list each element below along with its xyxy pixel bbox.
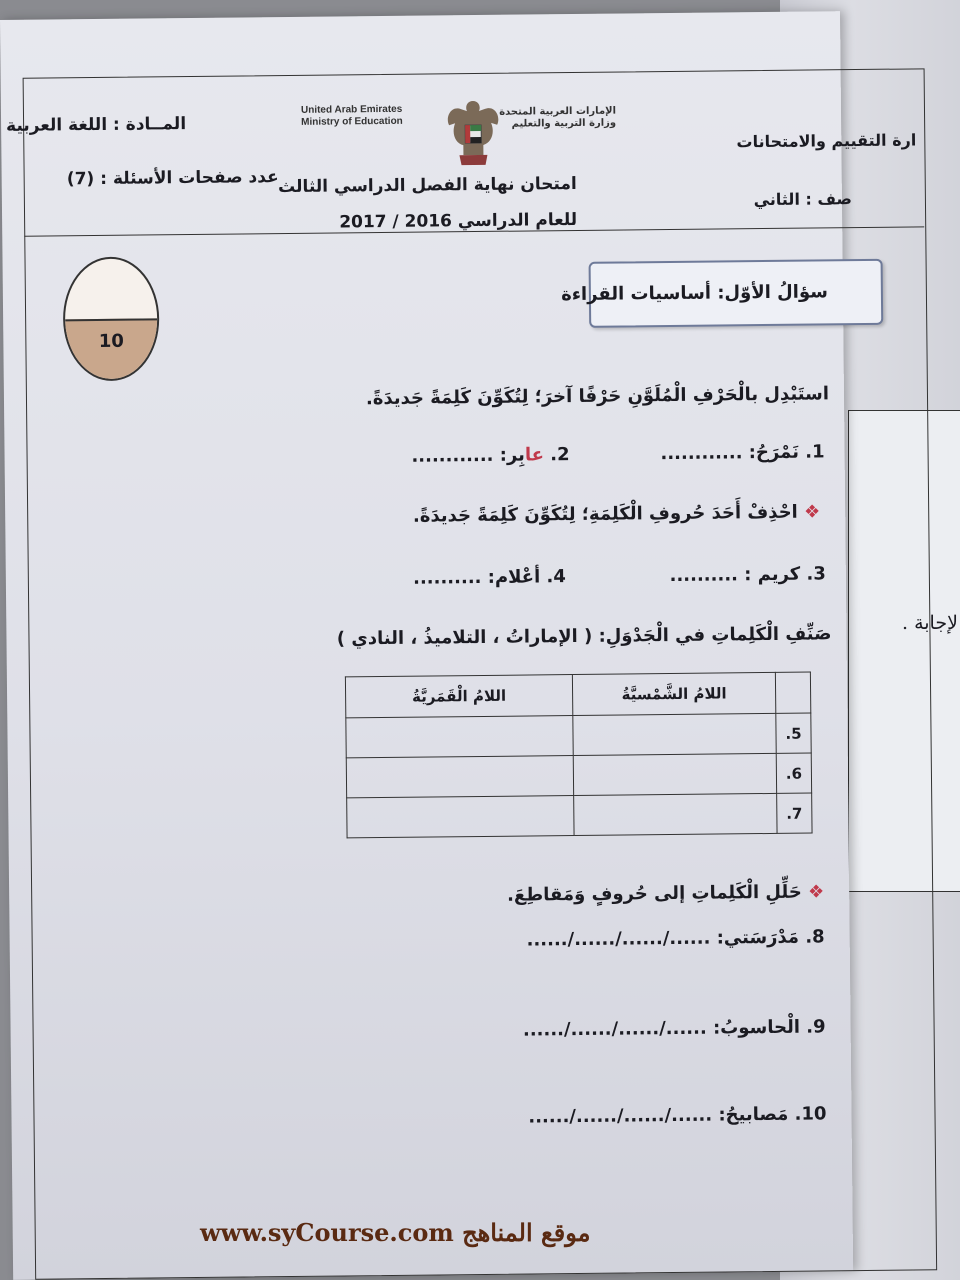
table-header-row xyxy=(345,672,810,718)
instruction-replace-letter: استَبْدِل بالْحَرْفِ الْمُلَوَّنِ حَرْفًا آخرَ؛ لِتُكَوِّنَ كَلِمَةً جَديدَةً. xyxy=(365,383,830,410)
question-9: 9. الْحاسوبُ: ....../....../....../...... xyxy=(522,1016,826,1041)
answer-cell[interactable] xyxy=(573,713,776,755)
row-number: .6 xyxy=(776,753,811,793)
instruction-analyze: ❖ حَلِّلِ الْكَلِماتِ إلى حُروفٍ وَمَقاطِعَ. xyxy=(507,881,825,906)
row-number: .5 xyxy=(776,713,811,753)
bullet-icon: ❖ xyxy=(803,501,821,523)
instruction-delete-letter: ❖ احْذِفْ أَحَدَ حُروفِ الْكَلِمَةِ؛ لِتُكَوِّنَ كَلِمَةً جَديدَةً. xyxy=(412,501,821,527)
table-row xyxy=(347,793,812,838)
grade-label: صف : الثاني xyxy=(753,189,853,210)
site-footer: www.syCourse.com موقع المناهج xyxy=(200,1218,591,1247)
ministry-arabic: الإمارات العربية المتحدة وزارة التربية والتعليم xyxy=(499,105,617,130)
score-oval xyxy=(62,256,159,381)
row-number: .7 xyxy=(777,793,812,833)
table-row xyxy=(346,753,811,798)
question-10: 10. مَصابيحُ: ....../....../....../...... xyxy=(528,1103,827,1128)
question-3: 3. كريم : .......... xyxy=(669,563,826,587)
background-text-fragment: لإجابة . xyxy=(902,612,958,634)
department-label: ارة التقييم والامتحانات xyxy=(736,130,917,152)
exam-sheet xyxy=(0,11,917,1280)
question-8: 8. مَدْرَسَتي: ....../....../....../...... xyxy=(526,926,825,951)
subject-label: المــادة : اللغة العربية xyxy=(6,114,187,136)
answer-cell[interactable] xyxy=(347,796,574,838)
answer-cell[interactable] xyxy=(574,793,777,835)
uae-emblem-icon xyxy=(441,95,506,176)
question-title: سؤالُ الأوّل: أساسيات القراءة xyxy=(561,281,829,306)
answer-cell[interactable] xyxy=(346,716,573,758)
instruction-classify: صَنِّفِ الْكَلِماتِ في الْجَدْوَلِ: ( الإماراتُ ، التلاميذُ ، النادي ) xyxy=(336,623,832,650)
question-4: 4. أعْلام: .......... xyxy=(412,566,566,589)
classification-table xyxy=(345,672,813,839)
exam-title: امتحان نهاية الفصل الدراسي الثالث xyxy=(278,173,577,198)
answer-cell[interactable] xyxy=(346,756,573,798)
header-shamsi: اللامُ الشَّمْسيَّةُ xyxy=(572,672,775,715)
bullet-icon: ❖ xyxy=(807,881,825,903)
score-value: 10 xyxy=(98,330,125,352)
question-1: 1. نَمْرَحُ: ............ xyxy=(660,441,825,465)
academic-year: للعام الدراسي 2016 / 2017 xyxy=(339,209,578,233)
page-count-label: عدد صفحات الأسئلة : (7) xyxy=(66,167,279,190)
ministry-english: United Arab Emirates Ministry of Education xyxy=(300,103,403,128)
table-row xyxy=(346,713,811,758)
answer-cell[interactable] xyxy=(573,753,776,795)
header-qamari: اللامُ الْقَمَريَّةُ xyxy=(345,675,572,718)
question-2: 2. عابِر: ............ xyxy=(411,444,570,467)
